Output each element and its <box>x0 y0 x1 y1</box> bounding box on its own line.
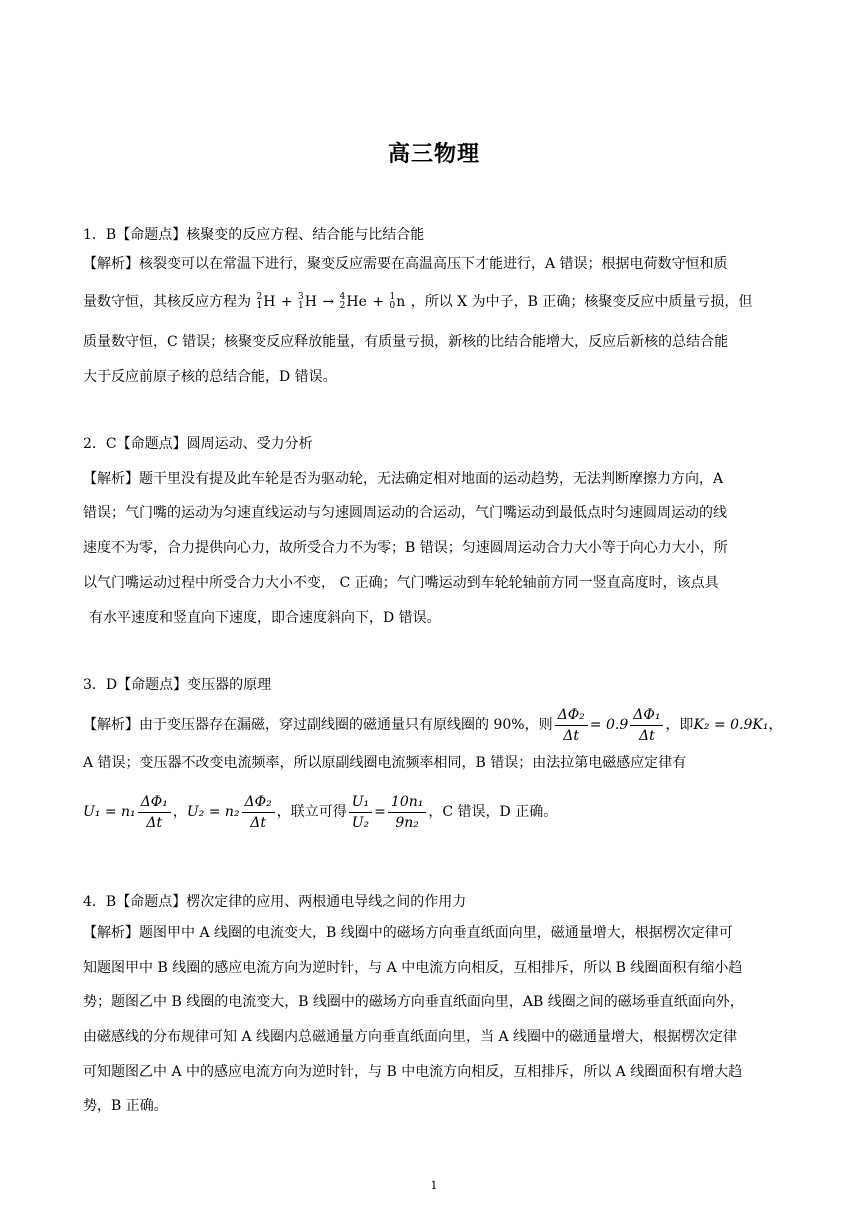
page-number: 1 <box>430 1179 438 1192</box>
q2-line-5: 有水平速度和竖直向下速度，即合速度斜向下，D 错误。 <box>89 610 441 626</box>
q3-header: 3．D【命题点】变压器的原理 <box>83 677 272 693</box>
q3-line-1: 【解析】由于变压器存在漏磁，穿过副线圈的磁通量只有原线圈的 90%，则 $\frac{\text{ΔΦ₂}}{\Delta t}$ = 0.9 $\frac{\text{ΔΦ₁}}{\Delta t}$ ，即 K₂ = 0.9K₁ ， <box>83 706 783 744</box>
q4-line-6: 势，B 正确。 <box>83 1098 168 1114</box>
voltage-ratio-fraction: $\frac{\text{U₁}}{\text{U₂}}$ <box>349 792 372 833</box>
nuclear-equation: 2 1 H + 3 1 H → 4 2 He + 1 0 n <box>256 292 406 311</box>
q1-line-1: 【解析】核裂变可以在常温下进行，聚变反应需要在高温高压下才能进行，A 错误；根据电荷数守恒和质 <box>83 256 728 272</box>
flux-fraction-primary: $\frac{\text{ΔΦ₁}}{\Delta t}$ <box>630 705 663 746</box>
q1-line-2 <box>83 292 793 312</box>
q3-line-3: U₁ = n₁ $\frac{\text{ΔΦ₁}}{\Delta t}$ ， U₂ = n₂ $\frac{\text{ΔΦ₂}}{\Delta t}$ ，联立可得 $\frac{\text{U₁}}{\text{U₂}}$ = $\frac{\text{10n₁}}{\text{9n₂}}$ ，C 错误，D 正确。 <box>83 793 558 831</box>
q2-line-4: 以气门嘴运动过程中所受合力大小不变， C 正确；气门嘴运动到车轮轮轴前方同一竖直高度时，该点具 <box>83 575 719 591</box>
nuclide-neutron: 1 0 n <box>389 292 406 311</box>
q2-line-1: 【解析】题干里没有提及此车轮是否为驱动轮，无法确定相对地面的运动趋势，无法判断摩擦力方向，A <box>83 471 724 487</box>
q1-line-4: 大于反应前原子核的总结合能，D 错误。 <box>83 369 337 385</box>
q2-header: 2．C【命题点】圆周运动、受力分析 <box>83 436 313 452</box>
q4-line-2: 知题图甲中 B 线圈的感应电流方向为逆时针，与 A 中电流方向相反，互相排斥，所以 B 线圈面积有缩小趋 <box>83 960 743 976</box>
q4-line-4: 由磁感线的分布规律可知 A 线圈内总磁通量方向垂直纸面向里，当 A 线圈中的磁通量增大，根据楞次定律 <box>83 1029 738 1045</box>
q1-line-2-post: ，所以 X 为中子，B 正确；核聚变反应中质量亏损，但 <box>410 294 753 310</box>
flux-ratio-fraction: $\frac{\text{ΔΦ₂}}{\Delta t}$ <box>555 705 588 746</box>
q2-line-3: 速度不为零，合力提供向心力，故所受合力不为零；B 错误；匀速圆周运动合力大小等于向心力大小，所 <box>83 540 728 556</box>
q1-line-2-pre: 量数守恒，其核反应方程为 <box>83 294 251 310</box>
u2-fraction: $\frac{\text{ΔΦ₂}}{\Delta t}$ <box>242 792 275 833</box>
nuclide-h2: 2 1 H <box>256 292 276 311</box>
q1-header: 1．B【命题点】核聚变的反应方程、结合能与比结合能 <box>83 227 425 243</box>
k-relation: K₂ = 0.9K₁ <box>693 717 769 733</box>
page-title: 高三物理 <box>387 142 480 167</box>
q2-line-2: 错误；气门嘴的运动为匀速直线运动与匀速圆周运动的合运动，气门嘴运动到最低点时匀速圆周运动的线 <box>83 505 727 521</box>
u1-fraction: $\frac{\text{ΔΦ₁}}{\Delta t}$ <box>138 792 171 833</box>
q3-line-2: A 错误；变压器不改变电流频率，所以原副线圈电流频率相同，B 错误；由法拉第电磁感应定律有 <box>83 755 687 771</box>
q3-line-1-pre: 【解析】由于变压器存在漏磁，穿过副线圈的磁通量只有原线圈的 90%，则 <box>83 717 553 733</box>
q4-line-1: 【解析】题图甲中 A 线圈的电流变大，B 线圈中的磁场方向垂直纸面向里，磁通量增大，根据楞次定律可 <box>83 925 733 941</box>
q4-header: 4．B【命题点】楞次定律的应用、两根通电导线之间的作用力 <box>83 894 467 910</box>
turns-ratio-fraction: $\frac{\text{10n₁}}{\text{9n₂}}$ <box>388 792 426 833</box>
nuclide-he4: 4 2 He <box>339 292 367 311</box>
q1-line-3: 质量数守恒，C 错误；核聚变反应释放能量，有质量亏损，新核的比结合能增大，反应后新核的总结合能 <box>83 334 729 350</box>
nuclide-h3: 3 1 H <box>298 292 317 311</box>
q4-line-5: 可知题图乙中 A 中的感应电流方向为逆时针，与 B 中电流方向相反，互相排斥，所以 A 线圈面积有增大趋 <box>83 1064 743 1080</box>
reaction-arrow: → <box>322 294 335 310</box>
q4-line-3: 势；题图乙中 B 线圈的电流变大，B 线圈中的磁场方向垂直纸面向里，AB 线圈之间的磁场垂直纸面向外， <box>83 994 744 1010</box>
